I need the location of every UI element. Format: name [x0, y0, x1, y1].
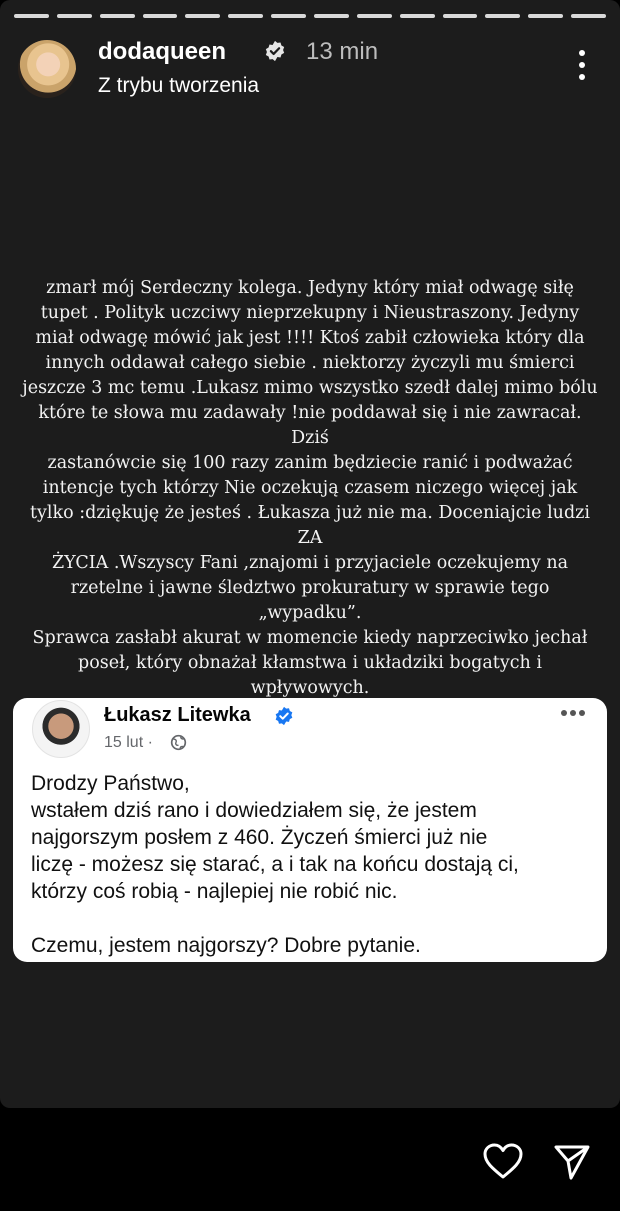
- post-body-line: liczę - możesz się starać, a i tak na końcu dostają ci,: [31, 853, 519, 876]
- progress-segment: [400, 14, 435, 18]
- caption-line: intencje tych którzy Nie oczekują czasem niczego więcej jak: [42, 478, 578, 498]
- progress-segment: [528, 14, 563, 18]
- more-vertical-icon[interactable]: [578, 50, 586, 80]
- story-source-label: Z trybu tworzenia: [98, 74, 260, 97]
- caption-line: rzetelne i jawne śledztwo prokuratury w sprawie tego „wypadku”.: [70, 578, 550, 623]
- story-caption-text: [20, 276, 600, 701]
- caption-line: które te słowa mu zadawały !nie poddawał się i nie zawracał. Dziś: [38, 403, 582, 448]
- progress-segment: [571, 14, 606, 18]
- caption-line: tupet . Polityk uczciwy nieprzekupny i Nieustraszony. Jedyny: [40, 303, 580, 323]
- progress-segment: [443, 14, 478, 18]
- send-icon[interactable]: [553, 1143, 591, 1181]
- progress-segment: [57, 14, 92, 18]
- story-footer: [0, 1108, 620, 1211]
- caption-line: jeszcze 3 mc temu .Lukasz mimo wszystko szedł dalej mimo bólu: [22, 378, 598, 398]
- post-body-line: którzy coś robią - najlepiej nie robić nic.: [31, 880, 398, 903]
- caption-line: zmarł mój Serdeczny kolega. Jedyny który miał odwagę siłę: [46, 278, 574, 298]
- more-horizontal-icon: [561, 710, 585, 716]
- post-body-line: wstałem dziś rano i dowiedziałem się, że jestem: [31, 799, 477, 822]
- progress-segment: [485, 14, 520, 18]
- progress-segment: [185, 14, 220, 18]
- avatar[interactable]: [18, 40, 76, 98]
- verified-icon: [264, 40, 286, 62]
- timestamp: 13 min: [306, 38, 379, 65]
- post-body: [31, 770, 601, 959]
- post-body-line: najgorszym posłem z 460. Życzeń śmierci już nie: [31, 826, 488, 849]
- facebook-post-screenshot: [13, 698, 607, 962]
- progress-segment: [357, 14, 392, 18]
- post-author-name: Łukasz Litewka: [104, 704, 251, 726]
- caption-line: ŻYCIA .Wszyscy Fani ,znajomi i przyjaciele oczekujemy na: [51, 553, 569, 573]
- progress-segment: [314, 14, 349, 18]
- caption-line: Sprawca zasłabł akurat w momencie kiedy naprzeciwko jechał: [32, 628, 588, 648]
- progress-segment: [271, 14, 306, 18]
- progress-segment: [14, 14, 49, 18]
- caption-line: poseł, który obnażał kłamstwa i układziki bogatych i: [78, 653, 542, 673]
- story-progress-bar: [14, 14, 606, 18]
- progress-segment: [100, 14, 135, 18]
- caption-line: zastanówcie się 100 razy zanim będziecie ranić i podważać: [47, 453, 573, 473]
- post-author-avatar: [32, 700, 90, 758]
- progress-segment: [143, 14, 178, 18]
- story-header: [18, 36, 602, 100]
- post-date: 15 lut ·: [104, 734, 153, 751]
- username[interactable]: dodaqueen: [98, 38, 227, 65]
- post-body-line: Drodzy Państwo,: [31, 772, 190, 795]
- post-body-line: Czemu, jestem najgorszy? Dobre pytanie.: [31, 934, 421, 957]
- caption-line: wpływowych.: [250, 678, 370, 698]
- caption-line: tylko :dziękuję że jesteś . Łukasza już nie ma. Doceniajcie ludzi ZA: [30, 503, 590, 548]
- globe-icon: [170, 734, 187, 751]
- progress-segment: [228, 14, 263, 18]
- caption-line: innych oddawał całego siebie . niektorzy życzyli mu śmierci: [45, 353, 575, 373]
- caption-line: miał odwagę mówić jak jest !!!! Ktoś zabił człowieka który dla: [35, 328, 585, 348]
- heart-icon[interactable]: [482, 1141, 524, 1181]
- verified-icon: [274, 706, 294, 726]
